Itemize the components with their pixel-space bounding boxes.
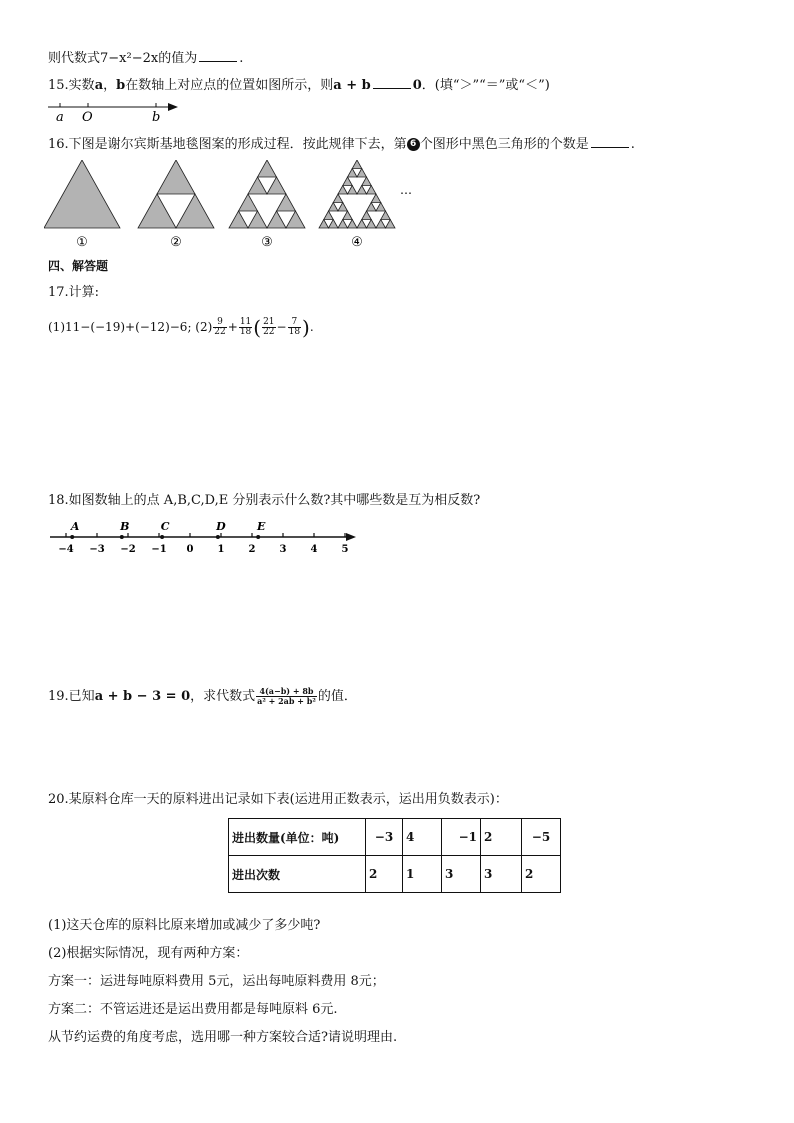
q15-var-b: b (116, 78, 126, 93)
point-dot (120, 535, 124, 539)
frac-num: 21 (263, 317, 275, 327)
row-header: 进出数量(单位：吨) (229, 819, 366, 856)
sierpinski-figures (44, 160, 424, 252)
q19-mid: ，求代数式 (190, 689, 256, 704)
table-row (229, 856, 561, 893)
ellipsis: … (400, 183, 412, 197)
q20-plan1: 方案一：运进每吨原料费用 5元，运出每吨原料费用 8元； (48, 974, 385, 989)
plus-sign: + (227, 320, 238, 334)
table-cell: 2 (366, 856, 403, 893)
point-label: A (70, 520, 80, 533)
q20-question: 从节约运费的角度考虑，选用哪一种方案较合适?请说明理由. (48, 1030, 398, 1045)
table-cell: 2 (481, 819, 522, 856)
frac-den: a² + 2ab + b² (257, 696, 316, 706)
tick-label: −3 (89, 544, 105, 555)
table-cell: −1 (442, 819, 481, 856)
tick-label: 0 (186, 544, 194, 555)
q19-condition: a + b − 3 = 0 (94, 689, 191, 704)
q20-sub2: (2)根据实际情况，现有两种方案： (48, 946, 249, 961)
frac-num: 4(a−b) + 8b (256, 687, 317, 697)
axis-label-b: b (152, 110, 161, 124)
frac-den: 22 (263, 327, 275, 337)
axis-label-a: a (56, 110, 64, 124)
point-label: C (160, 520, 170, 533)
point-label: B (120, 520, 130, 533)
point-dot (160, 535, 164, 539)
table-cell: −3 (366, 819, 403, 856)
q20-sub1: (1)这天仓库的原料比原来增加或减少了多少吨? (48, 918, 321, 933)
answer-blank (199, 49, 237, 62)
fig-label-2: ② (170, 235, 182, 250)
gray-triangle (44, 160, 120, 228)
left-paren: ( (253, 315, 262, 340)
row-header: 进出次数 (229, 856, 366, 893)
q18-number-line (48, 518, 358, 558)
q16-suffix: 个图形中黑色三角形的个数是 (419, 137, 589, 152)
frac-den: 18 (288, 327, 301, 337)
q19-fraction (256, 687, 317, 706)
q17-end: . (309, 320, 314, 334)
point-label: E (257, 520, 266, 533)
q15-number-line (44, 98, 184, 124)
q14-tail-line (48, 49, 243, 68)
q20-text: 20.某原料仓库一天的原料进出记录如下表(运进用正数表示，运出用负数表示)： (48, 792, 508, 807)
q17-title: 17.计算: (48, 285, 100, 300)
q18-text: 18.如图数轴上的点 A,B,C,D,E 分别表示什么数?其中哪些数是互为相反数? (48, 493, 481, 508)
tick-label: −1 (151, 544, 167, 555)
axis-label-o: O (82, 110, 93, 124)
point-dot (256, 535, 260, 539)
q19-line (48, 682, 357, 712)
frac-num: 7 (288, 318, 301, 328)
record-table (228, 818, 561, 893)
tick-label: 3 (279, 544, 287, 555)
frac-den: 18 (239, 327, 252, 337)
point-dot (70, 535, 74, 539)
fig-label-1: ① (76, 235, 88, 250)
tick-label: −2 (120, 544, 136, 555)
table-cell: 2 (522, 856, 561, 893)
point-dot (216, 535, 220, 539)
section-heading: 四、解答题 (48, 259, 109, 273)
q15-prefix: 15.实数 (48, 78, 95, 93)
fig-label-4: ④ (351, 235, 363, 250)
q15-sep: ， (103, 78, 117, 93)
q15-var-a: a (94, 78, 104, 93)
q15-expr: a + b (333, 78, 371, 93)
table-cell: 4 (403, 819, 442, 856)
point-label: D (216, 520, 226, 533)
fraction-7-18 (288, 318, 301, 337)
q16-line (48, 135, 635, 154)
circled-number: 6 (407, 138, 420, 151)
q15-fill-hint: ．(填“＞”“＝”或“＜”) (421, 78, 550, 93)
q15-line (48, 76, 550, 95)
q16-end: . (630, 137, 635, 152)
q20-plan2: 方案二：不管运进还是运出费用都是每吨原料 6元. (48, 1002, 338, 1017)
axis-points (70, 520, 266, 539)
minus-sign: − (276, 320, 287, 334)
sierpinski-triangles (44, 160, 395, 228)
tick-label: 4 (310, 544, 318, 555)
tick-label: 5 (341, 544, 349, 555)
tick-label: 1 (217, 544, 225, 555)
fraction-21-22 (262, 318, 275, 337)
right-paren: ) (302, 315, 310, 340)
q15-mid: 在数轴上对应点的位置如图所示，则 (125, 78, 334, 93)
table-cell: 3 (481, 856, 522, 893)
q17-line (48, 314, 314, 341)
answer-blank (373, 76, 411, 89)
fraction-9-22 (213, 318, 226, 337)
tick-label: 2 (248, 544, 256, 555)
table-cell: 3 (442, 856, 481, 893)
table-row (229, 819, 561, 856)
tick-label: −4 (58, 544, 74, 555)
q14-end: . (239, 51, 244, 66)
q19-prefix: 19.已知 (48, 689, 95, 704)
frac-den: 22 (214, 327, 226, 337)
fig-label-3: ③ (261, 235, 273, 250)
answer-blank (591, 135, 629, 148)
fraction-11-18 (239, 318, 252, 337)
frac-num: 11 (239, 317, 252, 327)
q17-part1: (1)11−(−19)+(−12)−6; (2) (48, 320, 213, 334)
q14-tail-text: 则代数式7−x²−2x的值为 (48, 51, 198, 66)
q19-end: 的值． (317, 689, 357, 704)
frac-num: 9 (213, 318, 226, 328)
table-cell: 1 (403, 856, 442, 893)
q15-zero: 0 (412, 78, 422, 93)
q16-prefix: 16.下图是谢尔宾斯基地毯图案的形成过程．按此规律下去，第 (48, 137, 407, 152)
table-cell: −5 (522, 819, 561, 856)
